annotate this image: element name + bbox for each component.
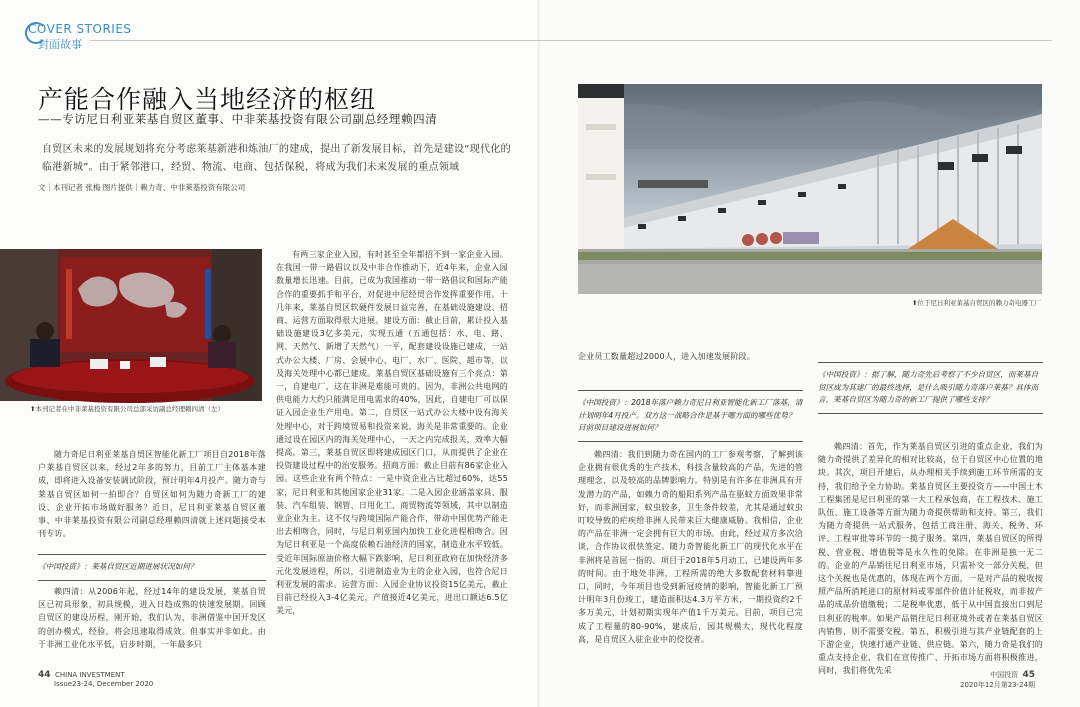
factory-photo-illustration [578, 84, 1042, 294]
question-box-2 [578, 390, 803, 442]
right-issue-info: 2020年12月第23-24期 [960, 681, 1036, 689]
answer-1-paragraph: 赖四清：从2006年起，经过14年的建设发展，莱基自贸区已初具形象，初具规模，进入日趋成熟的快速发展期。回顾自贸区的建设历程，刚开始，我们认为，非洲借鉴中国开发区的创办模式，经验，将会迅速取得成效。但事实并非如此。由于非洲工业化水平低，启步时期，一年最多只 [38, 587, 266, 649]
left-photo-caption [30, 404, 224, 413]
left-photo-caption-text: 本刊记者在中非莱基投资有限公司总部采访副总经理赖四清（左） [35, 405, 224, 413]
question-box-3 [818, 362, 1043, 414]
right-col1-top [578, 350, 803, 364]
left-page-number: 44 [38, 670, 51, 680]
right-page-number: 45 [1022, 670, 1036, 680]
interview-photo [0, 249, 262, 401]
left-col2-paragraph: 有两三家企业入园，有时甚至全年都招不到一家企业入园。在我国一带一路倡议以及中非合作推动下，近4年来，企业入园数量增长迅速。目前，已成为我国推动一带一路倡议和国际产能合作的重要抓手和平台，对促进中尼经贸合作发挥重要作用。十几年来，莱基自贸区软硬件发展日益完善，在基础设施建设、招商、运营方面取得很大进展。建设方面：截止目前，累计投入基础设施建设3亿多美元，实现五通（五通包括：水、电、路、网、天然气、新增了天然气）一平，配套建设设施已建成，一站式办公大楼、厂房、会展中心、电厂、水厂、医院、超市等，以及海关处理中心都已建成。莱基自贸区基础设施有三个亮点：第一，自建电厂，这在非洲是难能可贵的。因为，非洲公共电网的供电能力大约只能满足用电需求的40%，因此，自建电厂可以保证入园企业生产用电。第二，自贸区一站式办公大楼中设有海关处理中心，对于跨境贸易和投资来说，海关是非常重要的。企业通过设在园区内的海关处理中心，一天之内完成报关，效率大幅提高。第三，莱基自贸区即将建成园区门口，从而提供了企业在投资建设过程中的治安服务。招商方面：截止目前有86家企业入园。这些企业有两个特点：一是中资企业占比超过60%，达55家，尼日利亚和其他国家企业31家。二是入园企业涵盖家具、服装、汽车组装、钢管、日用化工、商贸物流等领域，其中以制造业企业为主。这不仅与跨境国际产能合作，带动中国优势产能走出去相吻合，同时，与尼日利亚国内加快工业化进程相吻合。因为尼日利亚是一个高度依赖石油经济的国家，制造业水平较低。受近年国际原油价格大幅下跌影响，尼日利亚政府在加快经济多元化发展进程，所以，引进制造业为主的企业入园，也符合尼日利亚发展的需求。运营方面：入园企业协议投资15亿美元，截止目前已经投入3-4亿美元，产值接近4亿美元，进出口额达6.5亿美元， [276, 250, 508, 616]
article-byline: 文｜本刊记者 张梅 图片提供｜赖力奇、中非莱基投资有限公司 [38, 183, 246, 192]
left-col1-answer [38, 585, 266, 661]
question-3-text: 《中国投资》：据了解，随力奇先后考察了不少自贸区，而莱基自贸区成为其建厂的最终选择，是什么吸引随力奇落户莱基？具体而言，莱基自贸区为随力奇的新工厂提供了哪些支持？ [818, 370, 1039, 404]
article-lead: 自贸区未来的发展规划将充分考虑莱基新港和炼油厂的建成，提出了新发展目标，首先是建设“现代化的临港新城”。由于紧邻港口，经贸、物流、电商、包括保税，将成为我们未来发展的重点领域 [42, 144, 511, 173]
right-col1-top-text: 企业员工数量超过2000人，进入加速发展阶段。 [578, 352, 755, 361]
section-label-cn: 封面故事 [38, 38, 82, 51]
left-col2 [276, 248, 508, 662]
left-magazine-name: CHINA INVESTMENT [54, 671, 125, 679]
section-label-en: COVER STORIES [28, 22, 132, 36]
answer-3-paragraph: 赖四清：首先，作为莱基自贸区引进的重点企业，我们为随力奇提供了差异化的相对比较高，位于自贸区中心位置的地块。其次，项目开建后，从办理相关手续到施工环节所需的支持，我们给予全力协助。莱基自贸区主要投资方——中国土木工程集团是尼日利亚的第一大工程承包商，在工程技术、施工队伍、施工设备等方面为随力奇提供帮助和支持。第三，我们为随力奇提供一站式服务，包括工商注册、海关、税务、环评、工程审批等环节的一揽子服务。第四，莱基自贸区的所得税、营业税、增值税等是永久性的免除。在非洲是独一无二的。企业的产品销往尼日利亚市场，只需补交一部分关税，但这个关税也是优惠的，体现在两个方面，一是对产品的税收按照产品所消耗进口的原材料或零部件价值计征税收，而非按产品的成品价值缴税；二是税率优惠，低于从中国直接出口到尼日利亚的税率。如果产品销往尼日利亚境外或者在莱基自贸区内销售，则不需要交税。第五，积极引进与其产业链配套的上下游企业，快速打通产业链、供应链。第六，随力奇是我们的重点支持企业，我们在宣传推广、开拓市场方面将积极推进，同时，我们将优先采 [818, 442, 1043, 676]
left-folio [38, 670, 153, 688]
right-photo-caption [912, 298, 1041, 307]
right-col1-answer [578, 448, 803, 662]
intro-paragraph: 随力奇尼日利亚莱基自贸区智能化新工厂项目自2018年落户莱基自贸区以来，经过2年多的努力，目前工厂主体基本建成，即将进入设备安装调试阶段，预计明年4月投产。随力奇与莱基自贸区如何一拍即合？自贸区如何为随力奇新工厂的建设、企业开拓市场做好服务？近日，尼日利亚莱基自贸区董事、中非莱基投资有限公司副总经理赖四清就上述问题接受本刊专访。 [38, 450, 266, 539]
left-col1-intro [38, 448, 266, 541]
factory-photo [578, 84, 1042, 294]
article-subtitle: ——专访尼日利亚莱基自贸区董事、中非莱基投资有限公司副总经理赖四清 [38, 112, 438, 126]
left-issue-info: Issue23-24, December 2020 [54, 680, 154, 688]
interview-photo-illustration [0, 249, 262, 401]
right-magazine-name: 中国投资 [990, 671, 1019, 679]
caption-marker-icon: ⬆ [912, 299, 918, 307]
caption-marker-icon: ⬆ [30, 405, 36, 413]
question-box-1 [38, 554, 266, 581]
question-2-text: 《中国投资》：2018年落户赖力奇尼日利亚智能化新工厂落基，请计划明年4月投产。双方这一战略合作是基于哪方面的哪些优势？目前项目建设进展如何？ [578, 398, 803, 432]
header-rule [90, 40, 1052, 41]
question-1-text: 《中国投资》：莱基自贸区近期进展状况如何？ [38, 562, 198, 571]
right-photo-caption-text: 位于尼日利亚莱基自贸区的赖力奇电器工厂 [917, 299, 1041, 307]
answer-2-paragraph: 赖四清：我们到随力奇在国内的工厂参观考察，了解到该企业拥有很优秀的生产技术，科技含量较高的产品，先进的管理理念，以及较高的品牌影响力。特别是有许多在非洲具有开发潜力的产品，如赖力奇的船阳系列产品在驱蚊方面效果非常好，而非洲国家，蚊虫较多，卫生条件较差，尤其是通过蚊虫叮咬导致的疟疾给非洲人民带来巨大健康威胁。我相信，企业的产品在非洲一定会拥有巨大的市场。由此，经过双方多次洽谈，合作协议很快签定。随力奇智能化新工厂的现代化水平在非洲将是首屈一指的。项目于2018年5月动工，已建设两年多的时间。由于地处非洲，工程所需的绝大多数配套材料靠进口，同时，今年项目也受到新冠疫情的影响，智能化新工厂预计明年3月份竣工，建造面积达4.3万平方米，一期投资约2千多万美元，计划初期实现年产值1千万美元。目前，项目已完成了工程量的80-90%，建成后，园其规模大，现代化程度高，是自贸区入驻企业中的佼佼者。 [578, 450, 803, 644]
article-title: 产能合作融入当地经济的枢纽 [38, 85, 377, 114]
